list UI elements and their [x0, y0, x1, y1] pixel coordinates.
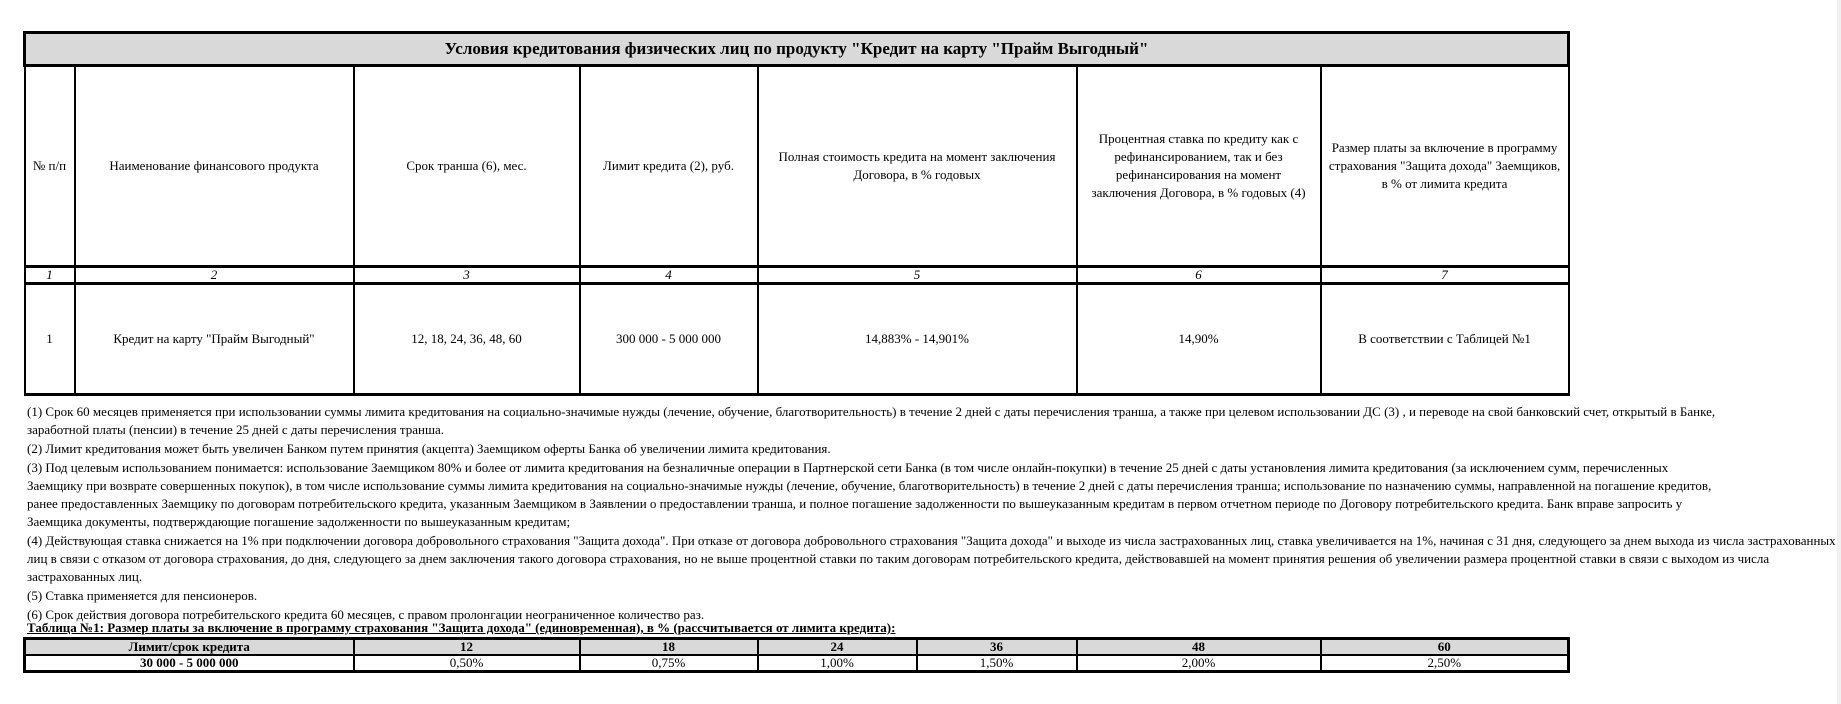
cell-credit-limit: 300 000 - 5 000 000: [580, 284, 758, 395]
header-number: № п/п: [25, 66, 75, 267]
insurance-row-label: 30 000 - 5 000 000: [25, 655, 354, 672]
header-insurance-fee: Размер платы за включение в программу страхования "Защита дохода" Заемщиков, в % от лимита кредита: [1321, 66, 1569, 267]
header-credit-limit: Лимит кредита (2), руб.: [580, 66, 758, 267]
insurance-value-row: [25, 655, 1569, 672]
header-full-cost: Полная стоимость кредита на момент заключения Договора, в % годовых: [758, 66, 1077, 267]
column-number: 5: [758, 267, 1077, 284]
loan-conditions-table: [23, 31, 1570, 396]
table-row: [25, 284, 1569, 395]
column-number: 4: [580, 267, 758, 284]
insurance-term: 18: [580, 639, 758, 656]
header-product-name: Наименование финансового продукта: [75, 66, 354, 267]
insurance-value: 2,00%: [1077, 655, 1321, 672]
table-title: Условия кредитования физических лиц по продукту "Кредит на карту "Прайм Выгодный": [25, 33, 1569, 66]
footnote-3: (3) Под целевым использованием понимается: использование Заемщиком 80% и более от лимита кредитования на безналичные операции в Партнерской сети Банка (в том числе онлайн-покупки) в течение 25 дней с даты установления лимита кредитования (за исключением сумм, перечисленных Заемщику при возврате совершенных покупок), в том числе использование суммы лимита кредитования на социально-значимые нужды (лечение, обучение, благотворительность) в течение 2 дней с даты перечисления транша; использование по назначению суммы, направленной на погашение кредитов, ранее предоставленных Заемщику по договорам потребительского кредита, указанным Заемщиком в Заявлении о предоставлении транша, и полное погашение задолженности по вышеуказанным кредитам в первом отчетном периоде по Договору потребительского кредита. Банк вправе запросить у Заемщика документы, подтверждающие погашение задолженности по вышеуказанным кредитам;: [27, 460, 1712, 529]
column-number: 3: [354, 267, 580, 284]
cell-interest-rate: 14,90%: [1077, 284, 1321, 395]
insurance-term: 48: [1077, 639, 1321, 656]
footnote-2: (2) Лимит кредитования может быть увеличен Банком путем принятия (акцепта) Заемщиком оферты Банка об увеличении лимита кредитования.: [27, 441, 831, 456]
insurance-term: 12: [354, 639, 580, 656]
insurance-term: 36: [917, 639, 1077, 656]
header-row: [25, 66, 1569, 267]
insurance-header-row: [25, 639, 1569, 656]
column-number-row: [25, 267, 1569, 284]
cell-product-name: Кредит на карту "Прайм Выгодный": [75, 284, 354, 395]
insurance-header-label: Лимит/срок кредита: [25, 639, 354, 656]
insurance-value: 0,75%: [580, 655, 758, 672]
column-number: 6: [1077, 267, 1321, 284]
insurance-value: 1,00%: [758, 655, 917, 672]
column-number: 7: [1321, 267, 1569, 284]
footnotes: [27, 403, 1841, 625]
cell-number: 1: [25, 284, 75, 395]
insurance-value: 0,50%: [354, 655, 580, 672]
insurance-term: 24: [758, 639, 917, 656]
insurance-value: 1,50%: [917, 655, 1077, 672]
column-number: 1: [25, 267, 75, 284]
footnote-4: (4) Действующая ставка снижается на 1% при подключении договора добровольного страхования "Защита дохода". При отказе от договора добровольного страхования "Защита дохода" и выходе из числа застрахованных лиц, ставка увеличивается на 1%, начиная с 31 дня, следующего за днем выхода из числа застрахованных лиц в связи с отказом от договора страхования, до дня, следующего за днем заключения такого договора страхования, но не выше процентной ставки по таким договорам потребительского кредита, действовавшей на момент принятия решения об увеличении размера процентной ставки в связи с выходом из числа застрахованных лиц.: [27, 533, 1836, 584]
cell-full-cost: 14,883% - 14,901%: [758, 284, 1077, 395]
insurance-value: 2,50%: [1321, 655, 1569, 672]
cell-insurance-fee: В соответствии с Таблицей №1: [1321, 284, 1569, 395]
footnote-1: (1) Срок 60 месяцев применяется при использовании суммы лимита кредитования на социально-значимые нужды (лечение, обучение, благотворительность) в течение 2 дней с даты перечисления транша, а также при целевом использовании ДС (3) , и переводе на свой банковский счет, открытый в Банке, заработной платы (пенсии) в течение 25 дней с даты перечисления транша.: [27, 404, 1716, 437]
insurance-table-caption: Таблица №1: Размер платы за включение в программу страхования "Защита дохода" (единовременная), в % (рассчитывается от лимита кредита):: [27, 620, 896, 635]
column-number: 2: [75, 267, 354, 284]
header-tranche-term: Срок транша (6), мес.: [354, 66, 580, 267]
header-interest-rate: Процентная ставка по кредиту как с рефинансированием, так и без рефинансирования на момент заключения Договора, в % годовых (4): [1077, 66, 1321, 267]
cell-tranche-term: 12, 18, 24, 36, 48, 60: [354, 284, 580, 395]
footnote-5: (5) Ставка применяется для пенсионеров.: [27, 588, 258, 603]
insurance-term: 60: [1321, 639, 1569, 656]
insurance-fee-table: [23, 637, 1570, 673]
footnote-6: (6) Срок действия договора потребительского кредита 60 месяцев, с правом пролонгации неограниченное количество раз.: [27, 607, 705, 622]
